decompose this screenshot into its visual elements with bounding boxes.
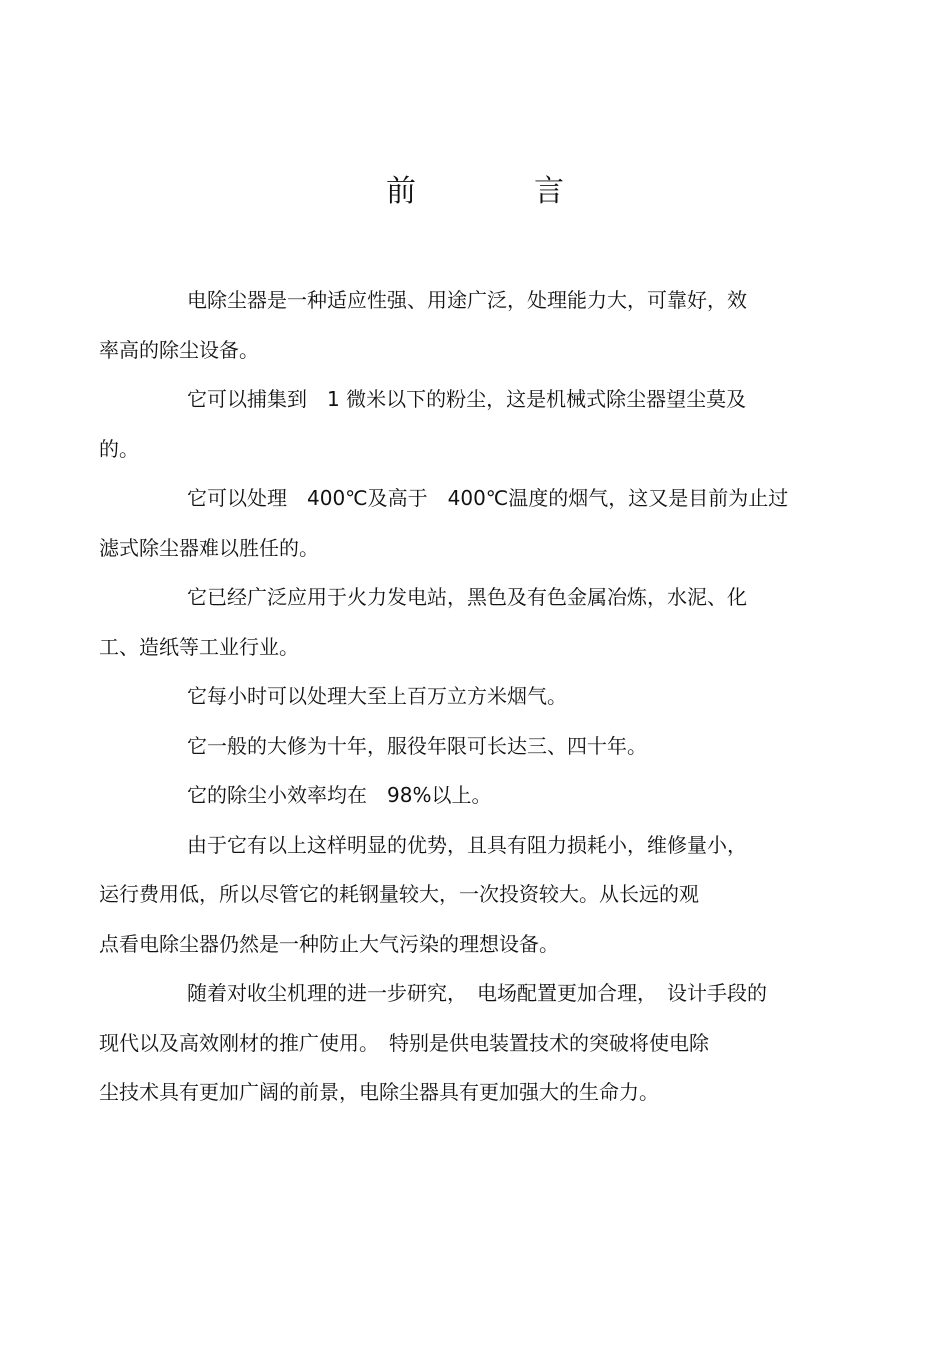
- paragraph: [99, 474, 808, 573]
- paragraph-line: 滤式除尘器难以胜任的。: [99, 535, 319, 560]
- paragraph-line: 它每小时可以处理大至上百万立方米烟气。: [187, 684, 567, 708]
- paragraph-line: 运行费用低，所以尽管它的耗钢量较大，一次投资较大。从长远的观: [99, 882, 699, 906]
- paragraph-line: 工、造纸等工业行业。: [99, 634, 299, 659]
- paragraph: [99, 821, 808, 970]
- paragraph: [143, 771, 808, 821]
- paragraph-line: 它可以处理 400℃及高于 400℃温度的烟气，这又是目前为止过: [187, 486, 789, 510]
- paragraph-line: 电除尘器是一种适应性强、用途广泛，处理能力大，可靠好，效: [187, 288, 747, 312]
- paragraph-line: 它可以捕集到 1 微米以下的粉尘，这是机械式除尘器望尘莫及: [187, 387, 747, 411]
- paragraph-line: 它一般的大修为十年，服役年限可长达三、四十年。: [187, 733, 647, 758]
- paragraph: [99, 276, 808, 375]
- paragraph: [143, 722, 808, 772]
- paragraph: [99, 573, 808, 672]
- paragraph-line: 随着对收尘机理的进一步研究， 电场配置更加合理， 设计手段的: [187, 981, 767, 1005]
- paragraph-line: 它的除尘小效率均在 98%以上。: [187, 783, 492, 807]
- paragraph: [99, 375, 808, 474]
- paragraph: [143, 672, 808, 722]
- paragraph-line: 它已经广泛应用于火力发电站，黑色及有色金属冶炼，水泥、化: [187, 585, 747, 609]
- paragraph-line: 率高的除尘设备。: [99, 337, 259, 362]
- paragraph-line: 现代以及高效刚材的推广使用。 特别是供电装置技术的突破将使电除: [99, 1030, 709, 1055]
- title-char-1: 前: [386, 174, 416, 209]
- paragraph-line: 的。: [99, 436, 139, 461]
- preface-body: [99, 276, 808, 1118]
- paragraph-line: 由于它有以上这样明显的优势，且具有阻力损耗小，维修量小，: [187, 832, 747, 857]
- paragraph-line: 尘技术具有更加广阔的前景，电除尘器具有更加强大的生命力。: [99, 1080, 659, 1104]
- paragraph: [99, 969, 808, 1118]
- page-title: [0, 170, 950, 214]
- paragraph-line: 点看电除尘器仍然是一种防止大气污染的理想设备。: [99, 931, 559, 956]
- title-char-2: 言: [534, 174, 564, 209]
